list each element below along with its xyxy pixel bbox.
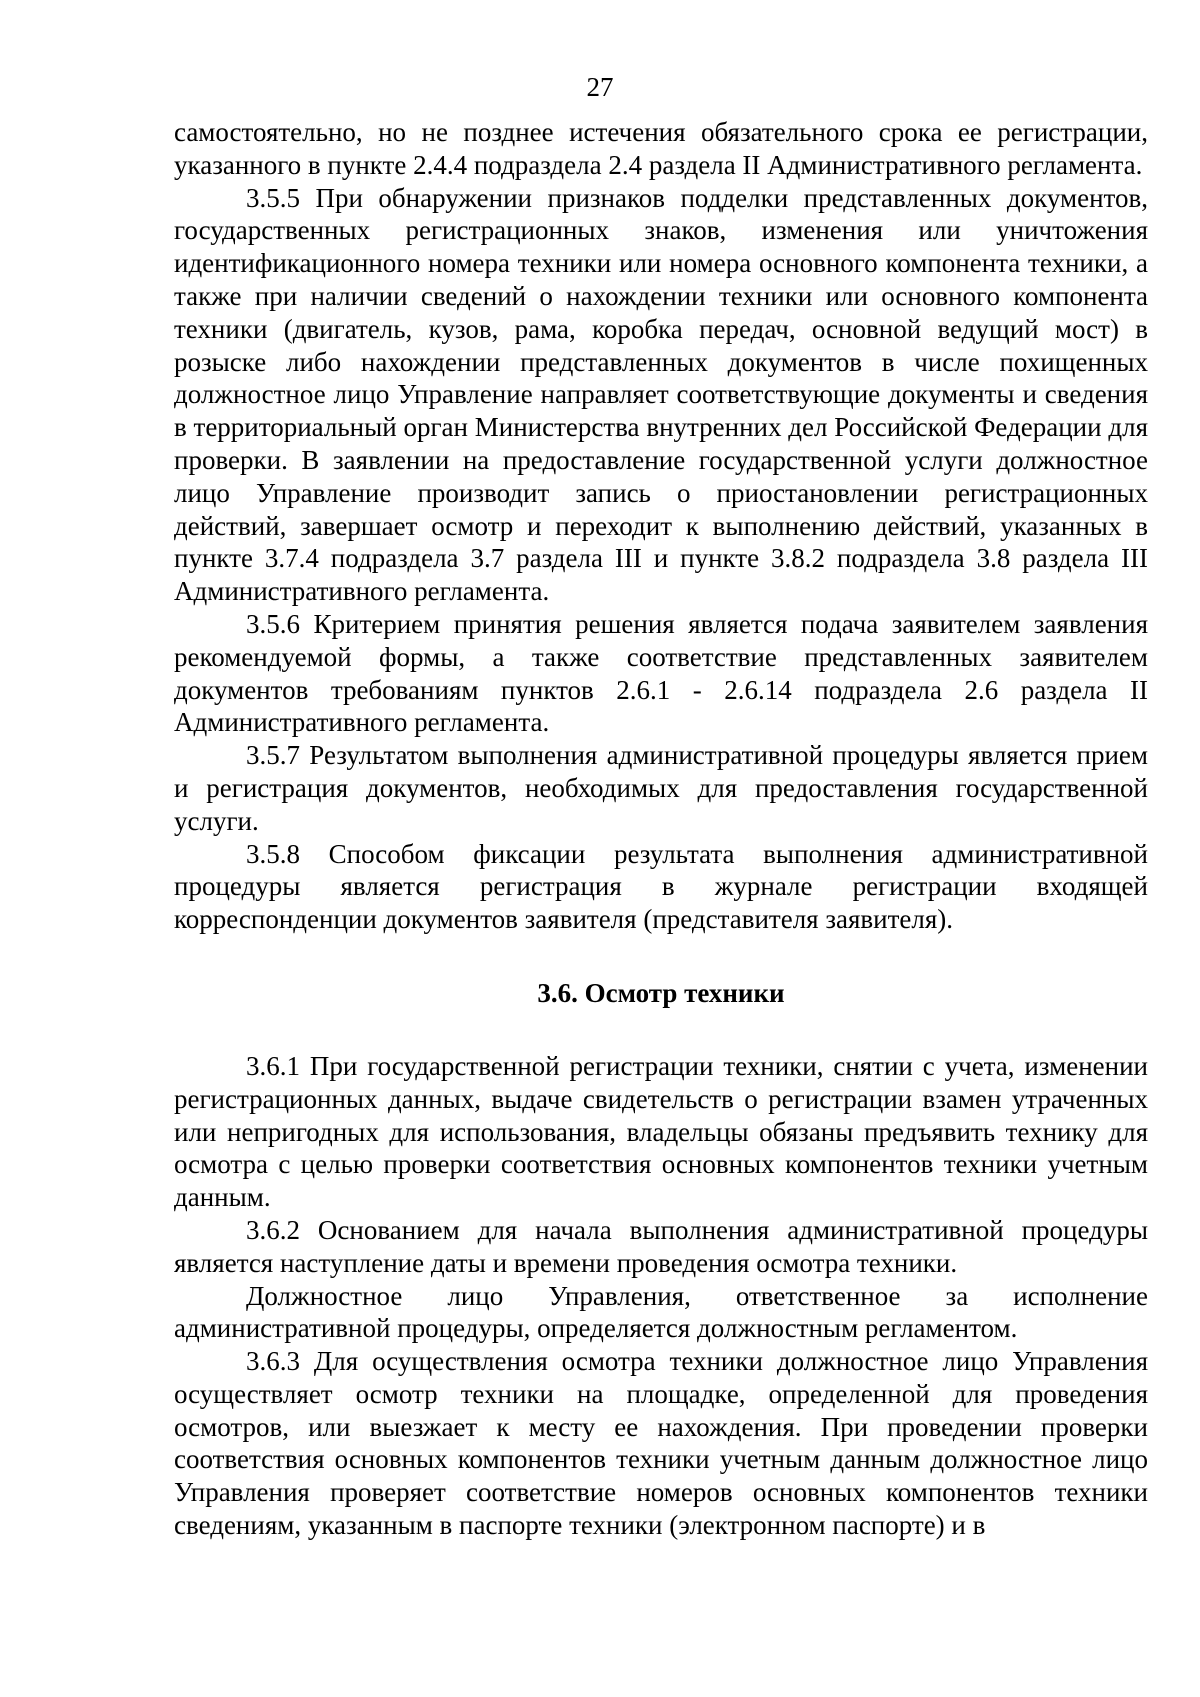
document-body (174, 116, 1148, 1542)
paragraph-3-6-2: 3.6.2 Основанием для начала выполнения административной процедуры является наступление даты и времени проведения осмотра техники. (174, 1214, 1148, 1278)
paragraph-3-5-7: 3.5.7 Результатом выполнения административной процедуры является прием и регистрация документов, необходимых для предоставления государственной услуги. (174, 740, 1148, 836)
paragraph-3-6-3: 3.6.3 Для осуществления осмотра техники должностное лицо Управления осуществляет осмотр техники на площадке, определенной для проведения осмотров, или выезжает к месту ее нахождения. При проведении проверки соответствия основных компонентов техники учетным данным должностное лицо Управления проверяет соответствие номеров основных компонентов техники сведениям, указанным в паспорте техники (электронном паспорте) и в (174, 1346, 1148, 1541)
paragraph-3-6-1: 3.6.1 При государственной регистрации техники, снятии с учета, изменении регистрационных данных, выдаче свидетельств о регистрации взамен утраченных или непригодных для использования, владельцы обязаны предъявить технику для осмотра с целью проверки соответствия основных компонентов техники учетным данным. (174, 1050, 1148, 1213)
paragraph-3-5-6: 3.5.6 Критерием принятия решения является подача заявителем заявления рекомендуемой формы, а также соответствие представленных заявителем документов требованиям пунктов 2.6.1 - 2.6.14 подраздела 2.6 раздела II Административного регламента. (174, 608, 1148, 738)
paragraph-responsible-official: Должностное лицо Управления, ответственное за исполнение административной процедуры, определяется должностным регламентом. (174, 1280, 1148, 1344)
paragraph-3-5-5: 3.5.5 При обнаружении признаков подделки представленных документов, государственных регистрационных знаков, изменения или уничтожения идентификационного номера техники или номера основного компонента техники, а также при наличии сведений о нахождении техники или основного компонента техники (двигатель, кузов, рама, коробка передач, основной ведущий мост) в розыске либо нахождении представленных документов в числе похищенных должностное лицо Управление направляет соответствующие документы и сведения в территориальный орган Министерства внутренних дел Российской Федерации для проверки. В заявлении на предоставление государственной услуги должностное лицо Управление производит запись о приостановлении регистрационных действий, завершает осмотр и переходит к выполнению действий, указанных в пункте 3.7.4 подраздела 3.7 раздела III и пункте 3.8.2 подраздела 3.8 раздела III Административного регламента. (174, 182, 1148, 607)
paragraph-continuation: самостоятельно, но не позднее истечения обязательного срока ее регистрации, указанного в пункте 2.4.4 подраздела 2.4 раздела II Административного регламента. (174, 117, 1148, 180)
paragraph-3-5-8: 3.5.8 Способом фиксации результата выполнения административной процедуры является регистрация в журнале регистрации входящей корреспонденции документов заявителя (представителя заявителя). (174, 838, 1148, 935)
page-number: 27 (586, 72, 614, 102)
section-heading: 3.6. Осмотр техники (537, 977, 785, 1008)
